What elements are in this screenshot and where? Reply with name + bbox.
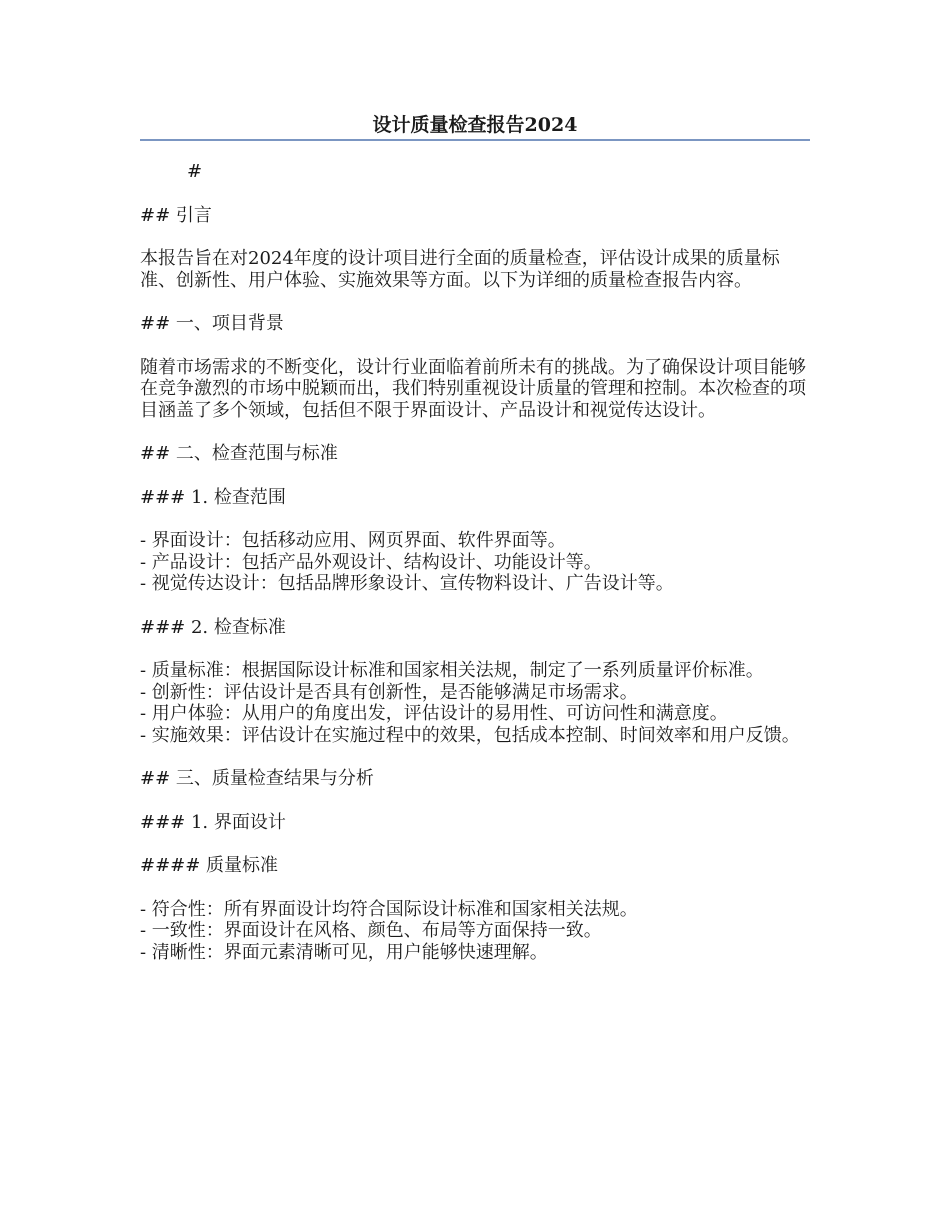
quality-list [140, 899, 810, 964]
list-item: - 实施效果：评估设计在实施过程中的效果，包括成本控制、时间效率和用户反馈。 [140, 724, 800, 746]
standards-heading: ### 2. 检查标准 [140, 616, 286, 638]
list-item: - 创新性：评估设计是否具有创新性，是否能够满足市场需求。 [140, 681, 638, 703]
standards-list [140, 660, 810, 746]
intro-paragraph: 本报告旨在对2024年度的设计项目进行全面的质量检查，评估设计成果的质量标准、创新性、用户体验、实施效果等方面。以下为详细的质量检查报告内容。 [140, 248, 780, 291]
list-item: - 质量标准：根据国际设计标准和国家相关法规，制定了一系列质量评价标准。 [140, 660, 764, 681]
list-item: - 界面设计：包括移动应用、网页界面、软件界面等。 [140, 530, 566, 551]
list-item: - 符合性：所有界面设计均符合国际设计标准和国家相关法规。 [140, 898, 638, 920]
title-underline [140, 139, 810, 141]
list-item: - 清晰性：界面元素清晰可见，用户能够快速理解。 [140, 941, 548, 963]
document-title: 设计质量检查报告2024 [372, 114, 578, 136]
section1-paragraph: 随着市场需求的不断变化，设计行业面临着前所未有的挑战。为了确保设计项目能够在竞争激烈的市场中脱颖而出，我们特别重视设计质量的管理和控制。本次检查的项目涵盖了多个领域，包括但不限于界面设计、产品设计和视觉传达设计。 [140, 356, 806, 421]
list-item: - 用户体验：从用户的角度出发，评估设计的易用性、可访问性和满意度。 [140, 703, 728, 724]
list-item: - 产品设计：包括产品外观设计、结构设计、功能设计等。 [140, 551, 602, 573]
list-item: - 一致性：界面设计在风格、颜色、布局等方面保持一致。 [140, 920, 602, 941]
section3-heading: ## 三、质量检查结果与分析 [140, 768, 374, 789]
intro-heading: ## 引言 [140, 204, 212, 226]
scope-list [140, 530, 810, 595]
document-body [140, 161, 810, 963]
list-item: - 视觉传达设计：包括品牌形象设计、宣传物料设计、广告设计等。 [140, 573, 674, 594]
ui-design-heading: ### 1. 界面设计 [140, 811, 286, 833]
section1-heading: ## 一、项目背景 [140, 313, 284, 334]
heading-marker: # [187, 161, 203, 182]
quality-standards-heading: #### 质量标准 [140, 855, 279, 876]
section2-heading: ## 二、检查范围与标准 [140, 443, 338, 464]
scope-heading: ### 1. 检查范围 [140, 486, 286, 508]
